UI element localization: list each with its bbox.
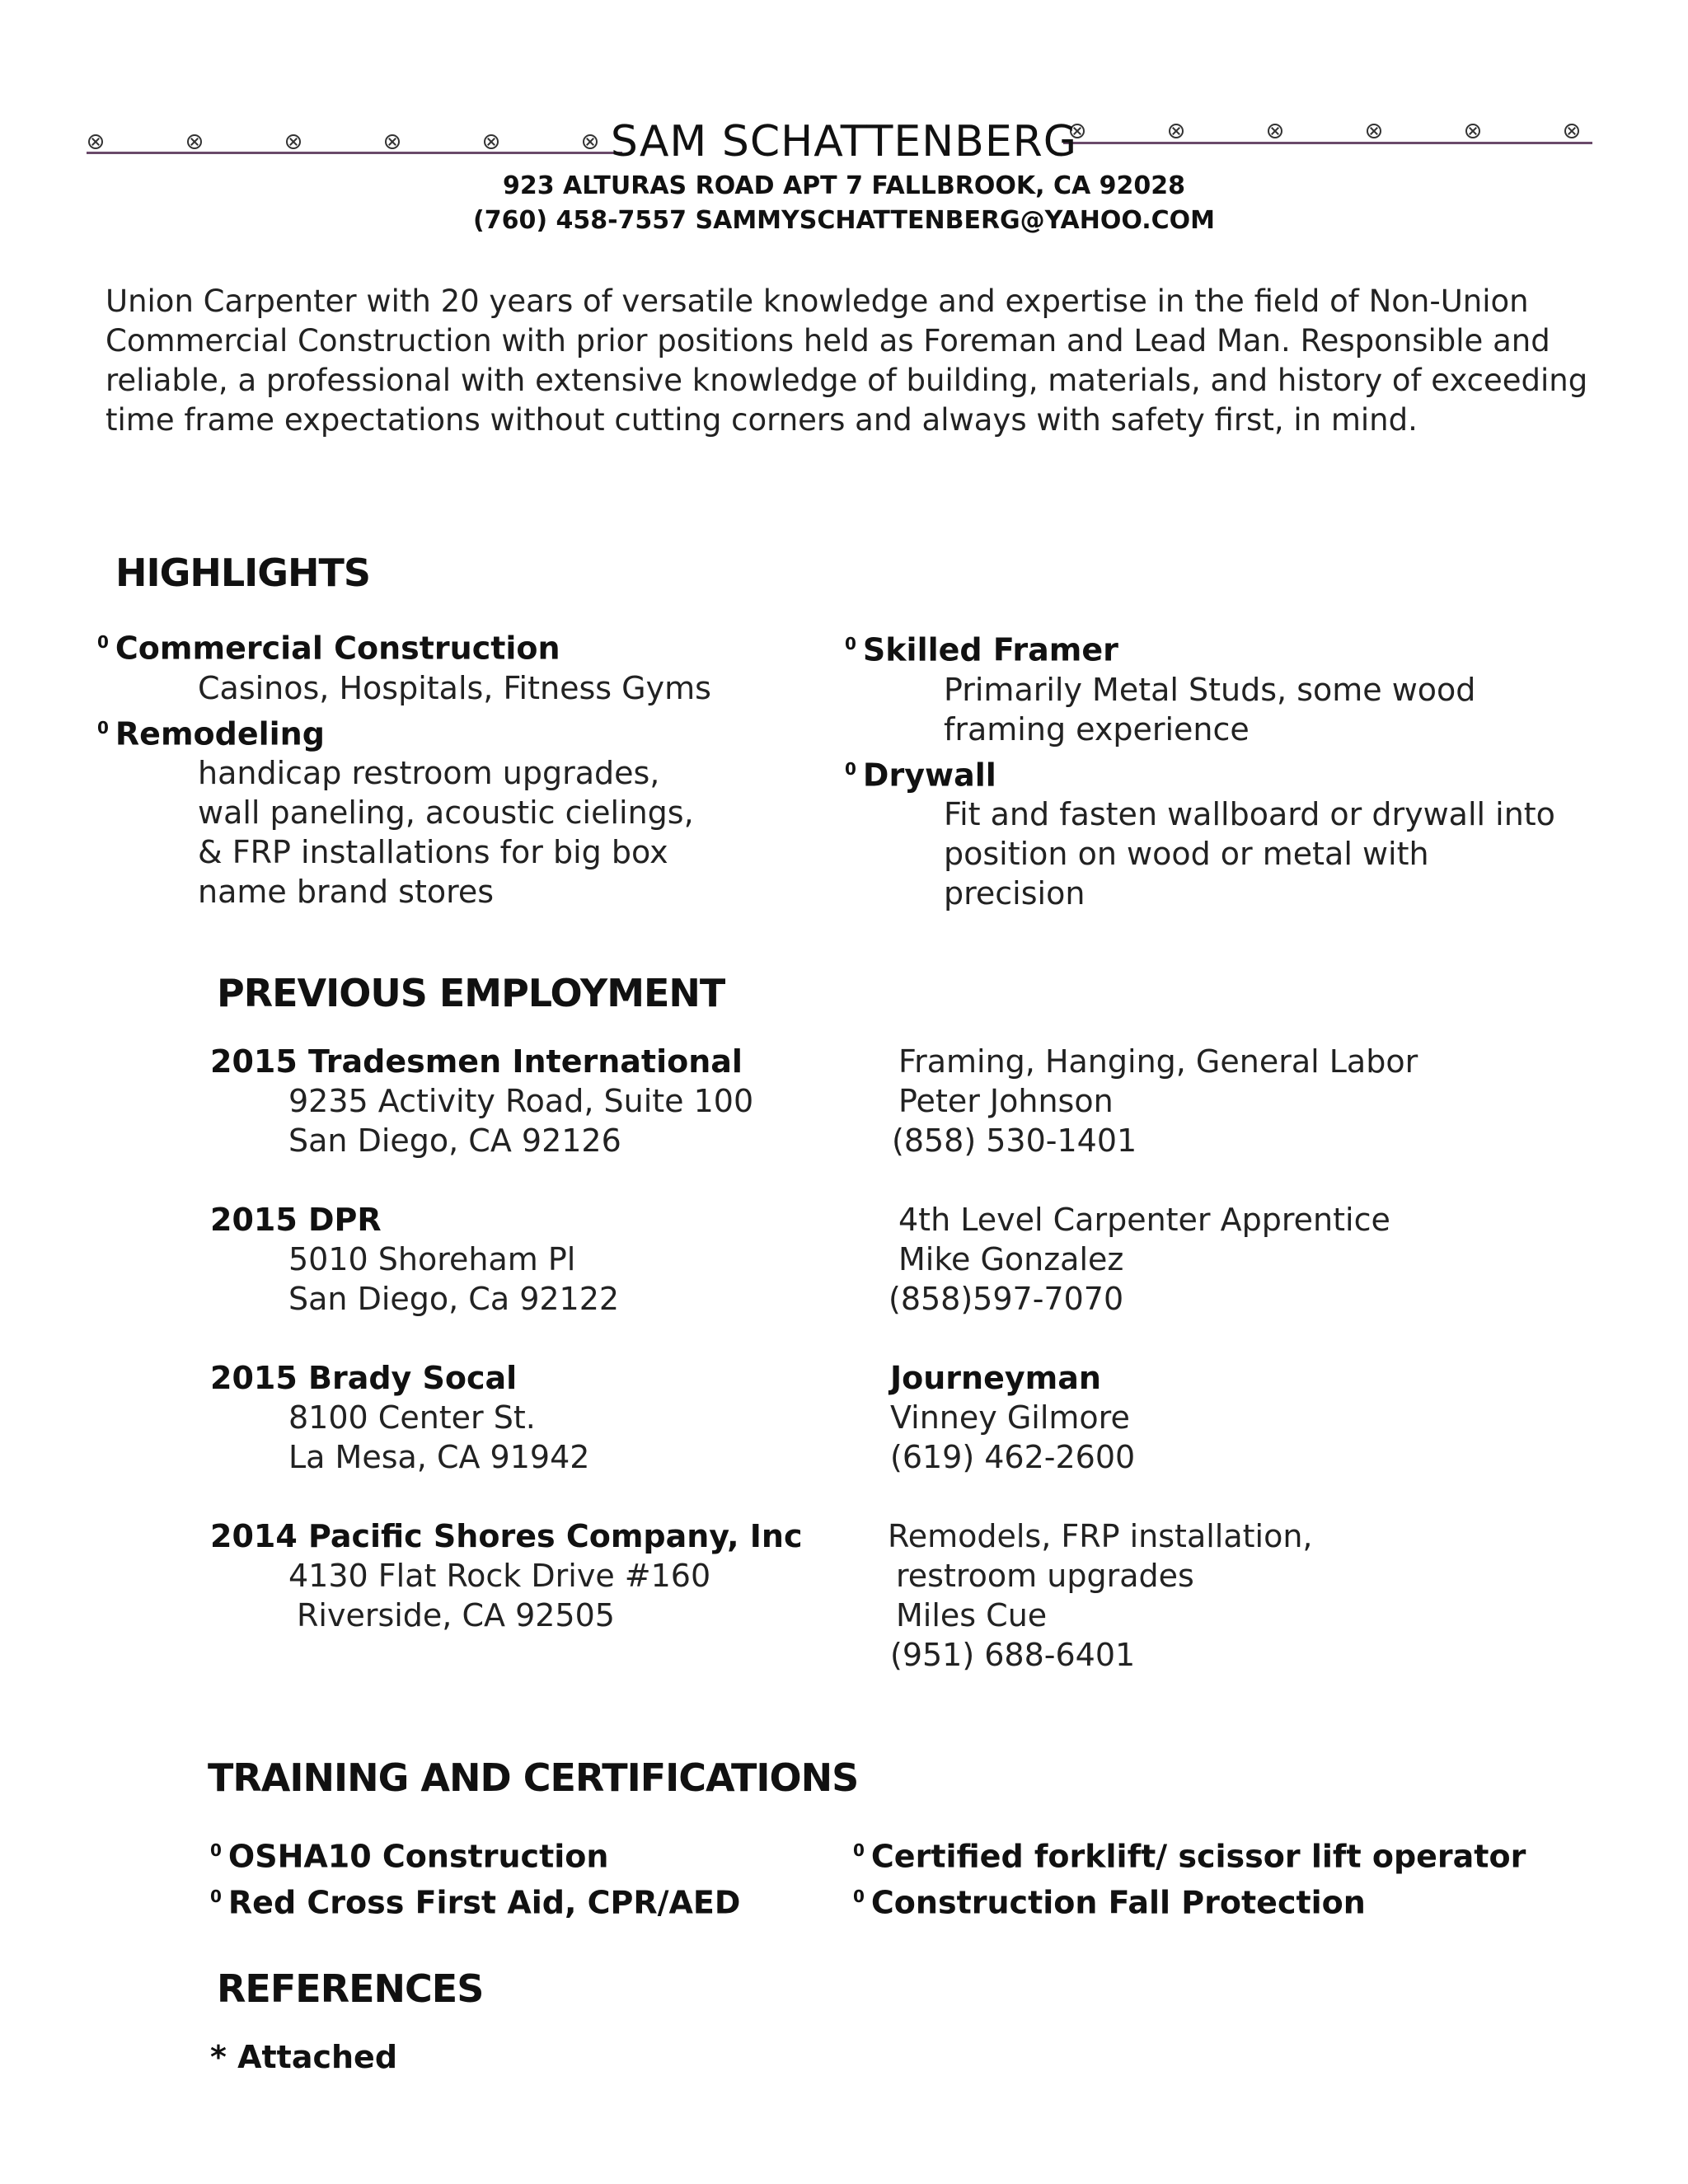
- job-details: [890, 1358, 1632, 1477]
- references-title: REFERENCES: [217, 1966, 484, 2011]
- highlights-right-column: [845, 624, 1669, 913]
- applicant-name: SAM SCHATTENBERG: [610, 117, 1078, 166]
- job-role: Journeyman: [890, 1360, 1101, 1396]
- bullet-mark: 0: [97, 632, 109, 652]
- job-details: [888, 1516, 1629, 1675]
- job-company: 2014 Pacific Shores Company, Inc: [210, 1518, 803, 1554]
- training-right-column: [853, 1830, 1669, 1922]
- phone-email-line: (760) 458-7557 SAMMYSCHATTENBERG@YAHOO.COM: [473, 206, 1215, 235]
- job-address: 9235 Activity Road, Suite 100: [288, 1083, 754, 1119]
- bullet-mark: 0: [845, 758, 856, 779]
- bullet-mark: 0: [845, 634, 856, 654]
- job-contact: Peter Johnson: [898, 1083, 1114, 1119]
- job-phone: (619) 462-2600: [890, 1439, 1136, 1475]
- highlights-title: HIGHLIGHTS: [115, 551, 371, 595]
- job-address: La Mesa, CA 91942: [288, 1439, 590, 1475]
- job-role: 4th Level Carpenter Apprentice: [898, 1202, 1390, 1238]
- highlight-detail: wall paneling, acoustic cielings,: [198, 794, 694, 832]
- job-entry: [210, 1516, 886, 1635]
- highlight-item: $^0$ Skilled Framer: [845, 631, 1118, 668]
- job-address: 8100 Center St.: [288, 1399, 536, 1436]
- job-details: [889, 1200, 1630, 1319]
- job-contact: Vinney Gilmore: [890, 1399, 1130, 1436]
- job-role: restroom upgrades: [896, 1558, 1194, 1594]
- job-phone: (951) 688-6401: [890, 1637, 1136, 1673]
- training-left-column: [210, 1830, 837, 1922]
- job-address: San Diego, Ca 92122: [288, 1281, 620, 1317]
- training-title: TRAINING AND CERTIFICATIONS: [208, 1755, 859, 1800]
- job-company: 2015 Brady Socal: [210, 1360, 518, 1396]
- job-details: [892, 1042, 1634, 1160]
- job-address: Riverside, CA 92505: [297, 1597, 615, 1633]
- highlight-detail: precision: [944, 875, 1085, 912]
- certification-item: $^0$ OSHA10 Construction: [210, 1838, 609, 1875]
- job-address: 4130 Flat Rock Drive #160: [288, 1558, 711, 1594]
- highlight-detail: Primarily Metal Studs, some wood: [944, 671, 1476, 708]
- highlight-detail: position on wood or metal with: [944, 836, 1429, 873]
- certification-item: $^0$ Construction Fall Protection: [853, 1884, 1366, 1921]
- references-note: * Attached: [210, 2039, 398, 2075]
- job-role: Framing, Hanging, General Labor: [898, 1043, 1418, 1080]
- job-entry: [210, 1042, 870, 1160]
- job-role: Remodels, FRP installation,: [888, 1518, 1313, 1554]
- job-phone: (858) 530-1401: [892, 1122, 1137, 1159]
- job-entry: [210, 1358, 870, 1477]
- highlight-detail: & FRP installations for big box: [198, 834, 668, 871]
- highlight-item: $^0$ Remodeling: [97, 715, 325, 752]
- job-contact: Miles Cue: [896, 1597, 1048, 1633]
- job-phone: (858)597-7070: [889, 1281, 1124, 1317]
- job-entry: [210, 1200, 870, 1319]
- address-line: 923 ALTURAS ROAD APT 7 FALLBROOK, CA 92028: [502, 171, 1186, 200]
- highlights-left-column: [97, 622, 823, 912]
- job-company: 2015 Tradesmen International: [210, 1043, 743, 1080]
- certification-item: $^0$ Certified forklift/ scissor lift operator: [853, 1838, 1526, 1875]
- bullet-mark: 0: [210, 1840, 222, 1860]
- highlight-item: $^0$ Commercial Construction: [97, 630, 560, 667]
- job-address: San Diego, CA 92126: [288, 1122, 621, 1159]
- employment-title: PREVIOUS EMPLOYMENT: [217, 971, 725, 1015]
- bullet-mark: 0: [853, 1840, 865, 1860]
- bullet-mark: 0: [853, 1886, 865, 1906]
- job-address: 5010 Shoreham Pl: [288, 1241, 576, 1277]
- certification-item: $^0$ Red Cross First Aid, CPR/AED: [210, 1884, 741, 1921]
- job-contact: Mike Gonzalez: [898, 1241, 1124, 1277]
- job-company: 2015 DPR: [210, 1202, 382, 1238]
- highlight-detail: framing experience: [944, 710, 1250, 748]
- highlight-detail: Casinos, Hospitals, Fitness Gyms: [198, 669, 711, 706]
- highlight-detail: handicap restroom upgrades,: [198, 755, 660, 792]
- highlight-detail: name brand stores: [198, 874, 495, 911]
- summary-paragraph: Union Carpenter with 20 years of versatile knowledge and expertise in the field of Non-Union Commercial Construction with prior positions held as Foreman and Lead Man. Responsible and reliable, a professional with extensive knowledge of building, materials, and history of exceeding time frame expectations without cutting corners and always with safety first, in mind.: [106, 284, 1588, 438]
- bullet-mark: 0: [97, 717, 109, 738]
- bullet-mark: 0: [210, 1886, 222, 1906]
- highlight-item: $^0$ Drywall: [845, 757, 996, 794]
- highlight-detail: Fit and fasten wallboard or drywall into: [944, 796, 1555, 833]
